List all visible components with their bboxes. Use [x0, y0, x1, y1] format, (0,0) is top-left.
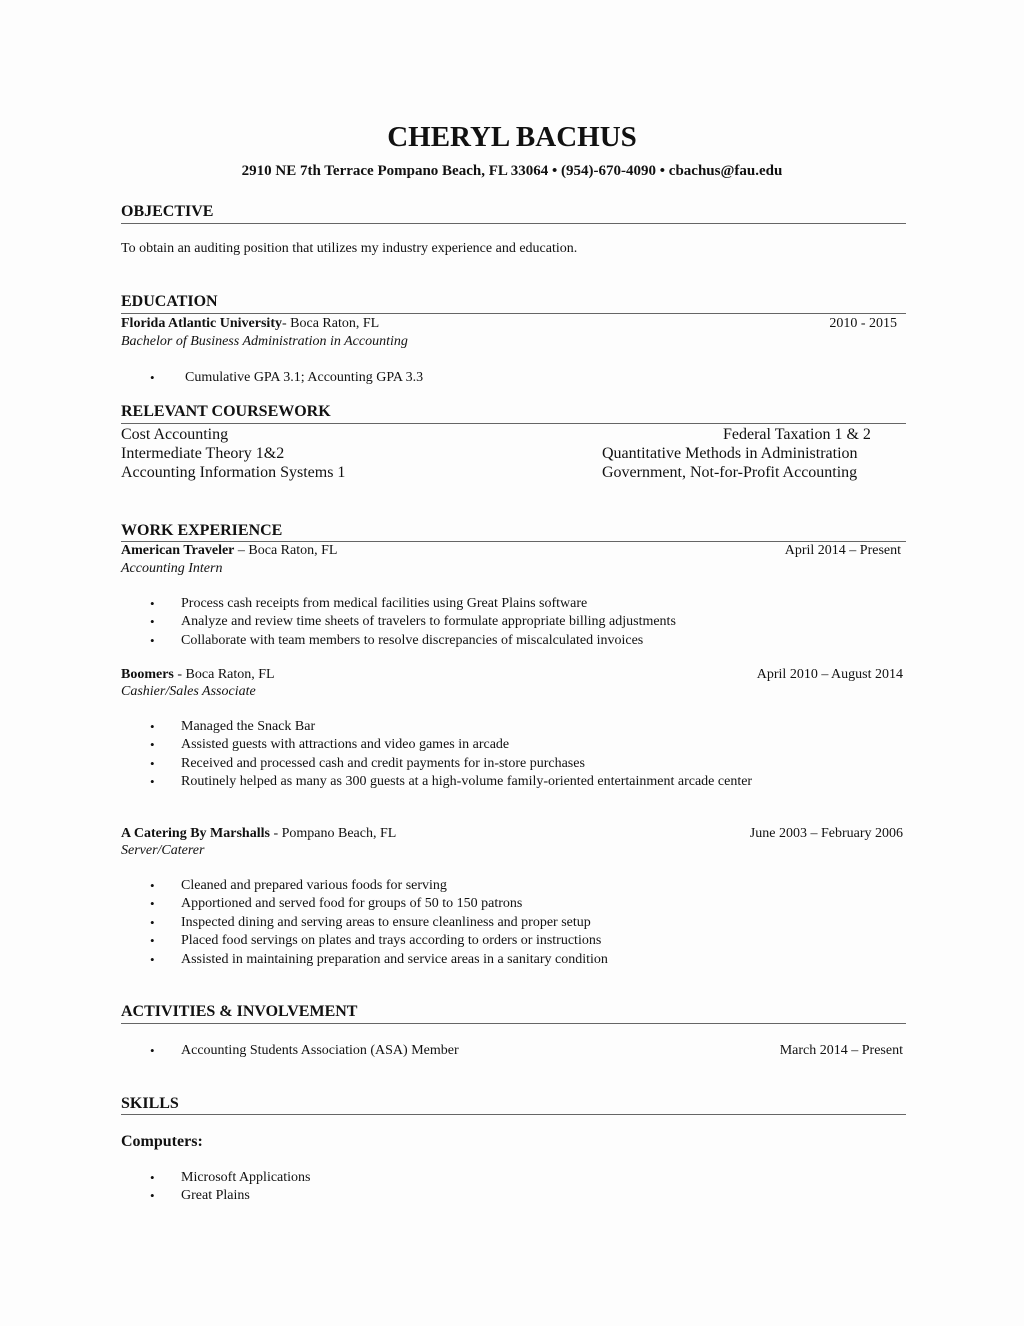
section-divider: [121, 1114, 906, 1115]
school-location: - Boca Raton, FL: [282, 316, 380, 331]
work-heading: WORK EXPERIENCE: [121, 522, 283, 539]
job-duty: Apportioned and served food for groups of 50 to 150 patrons: [181, 896, 523, 911]
bullet-icon: •: [150, 933, 155, 948]
degree: Bachelor of Business Administration in Accounting: [121, 334, 408, 349]
job-duty: Assisted guests with attractions and video games in arcade: [181, 737, 510, 752]
skills-subheading: Computers:: [121, 1133, 203, 1150]
education-heading: EDUCATION: [121, 293, 218, 310]
course-item: Cost Accounting: [121, 426, 229, 443]
bullet-icon: •: [150, 633, 155, 648]
bullet-icon: •: [150, 774, 155, 789]
bullet-icon: •: [150, 614, 155, 629]
skill-item: Microsoft Applications: [181, 1170, 311, 1185]
education-school-line: [121, 315, 379, 333]
job-duty: Process cash receipts from medical facilities using Great Plains software: [181, 596, 588, 611]
job-duty: Inspected dining and serving areas to ensure cleanliness and proper setup: [181, 915, 591, 930]
job-title: Cashier/Sales Associate: [121, 684, 256, 699]
skills-heading: SKILLS: [121, 1095, 179, 1112]
job-employer: American Traveler: [121, 543, 235, 558]
section-divider: [121, 423, 906, 424]
section-divider: [121, 223, 906, 224]
activity-item: Accounting Students Association (ASA) Member: [181, 1043, 459, 1058]
job-duty: Routinely helped as many as 300 guests at a high-volume family-oriented entertainment arcade center: [181, 774, 753, 789]
job-employer-line: [121, 542, 337, 560]
course-item: Accounting Information Systems 1: [121, 464, 346, 481]
job-duty: Collaborate with team members to resolve discrepancies of miscalculated invoices: [181, 633, 644, 648]
activities-heading: ACTIVITIES & INVOLVEMENT: [121, 1003, 358, 1020]
activity-dates: March 2014 – Present: [779, 1043, 903, 1058]
bullet-icon: •: [150, 896, 155, 911]
course-item: Government, Not-for-Profit Accounting: [602, 464, 858, 481]
section-divider: [121, 1023, 906, 1024]
candidate-name: CHERYL BACHUS: [387, 121, 637, 153]
bullet-icon: •: [150, 737, 155, 752]
bullet-icon: •: [150, 756, 155, 771]
job-duty: Managed the Snack Bar: [181, 719, 316, 734]
contact-line: 2910 NE 7th Terrace Pompano Beach, FL 33064 • (954)-670-4090 • cbachus@fau.edu: [241, 163, 783, 179]
job-employer-line: [121, 666, 275, 684]
job-duty: Analyze and review time sheets of travelers to formulate appropriate billing adjustments: [181, 614, 676, 629]
job-dates: April 2010 – August 2014: [756, 667, 903, 682]
job-employer: Boomers: [121, 667, 174, 682]
education-dates: 2010 - 2015: [829, 316, 897, 331]
bullet-icon: •: [150, 1188, 155, 1203]
bullet-icon: •: [150, 952, 155, 967]
job-duty: Placed food servings on plates and trays according to orders or instructions: [181, 933, 602, 948]
coursework-heading: RELEVANT COURSEWORK: [121, 403, 331, 420]
job-location: - Pompano Beach, FL: [269, 826, 397, 841]
job-employer: A Catering By Marshalls: [121, 826, 270, 841]
objective-heading: OBJECTIVE: [121, 203, 214, 220]
job-location: – Boca Raton, FL: [234, 543, 338, 558]
job-dates: April 2014 – Present: [784, 543, 901, 558]
job-employer-line: [121, 825, 396, 843]
job-title: Accounting Intern: [121, 561, 223, 576]
job-duty: Received and processed cash and credit payments for in-store purchases: [181, 756, 585, 771]
job-duty: Cleaned and prepared various foods for serving: [181, 878, 447, 893]
bullet-icon: •: [150, 596, 155, 611]
bullet-icon: •: [150, 719, 155, 734]
section-divider: [121, 313, 906, 314]
course-item: Quantitative Methods in Administration: [602, 445, 858, 462]
bullet-icon: •: [150, 370, 155, 385]
course-item: Intermediate Theory 1&2: [121, 445, 285, 462]
course-item: Federal Taxation 1 & 2: [723, 426, 871, 443]
bullet-icon: •: [150, 878, 155, 893]
education-bullet: Cumulative GPA 3.1; Accounting GPA 3.3: [185, 370, 424, 385]
objective-text: To obtain an auditing position that utilizes my industry experience and education.: [121, 241, 578, 256]
bullet-icon: •: [150, 1043, 155, 1058]
bullet-icon: •: [150, 1170, 155, 1185]
job-duty: Assisted in maintaining preparation and service areas in a sanitary condition: [181, 952, 608, 967]
skill-item: Great Plains: [181, 1188, 250, 1203]
school-name: Florida Atlantic University: [121, 316, 282, 331]
job-dates: June 2003 – February 2006: [749, 826, 903, 841]
bullet-icon: •: [150, 915, 155, 930]
job-title: Server/Caterer: [121, 843, 205, 858]
job-location: - Boca Raton, FL: [173, 667, 275, 682]
